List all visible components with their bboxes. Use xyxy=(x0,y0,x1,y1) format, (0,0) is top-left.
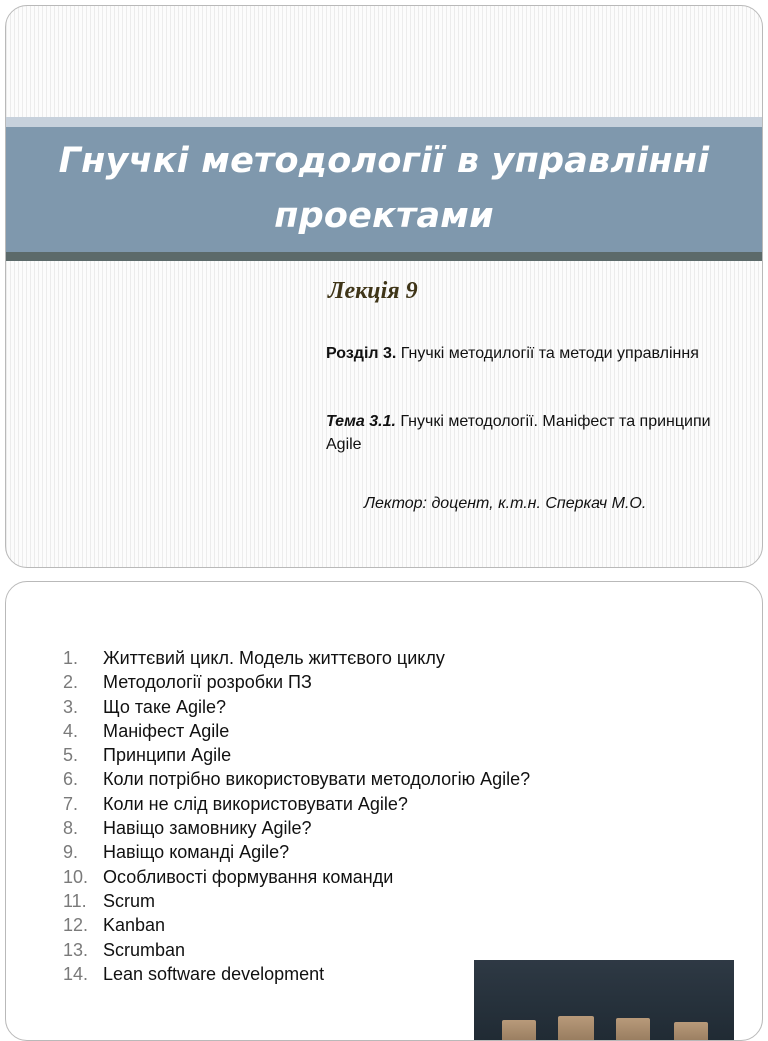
agenda-item-text: Lean software development xyxy=(103,963,325,984)
agenda-item xyxy=(63,695,530,719)
agenda-item xyxy=(63,816,530,840)
agenda-item-number: 5. xyxy=(63,745,79,766)
photo-wooden-block xyxy=(558,1016,594,1041)
lecture-number: Лекція 9 xyxy=(328,278,418,304)
agenda-list xyxy=(63,646,530,986)
agenda-item-number: 8. xyxy=(63,818,79,839)
agenda-item-text: Що таке Agile? xyxy=(103,696,227,717)
agenda-item xyxy=(63,646,530,670)
agenda-item-text: Kanban xyxy=(103,915,166,936)
slide-title: Гнучкі методології в управлінні проектами xyxy=(58,141,710,236)
agenda-item xyxy=(63,719,530,743)
agenda-item-number: 14. xyxy=(63,963,89,984)
section-info xyxy=(326,342,726,365)
topic-label: Тема 3.1. xyxy=(326,413,396,430)
agenda-item-text: Навіщо замовнику Agile? xyxy=(103,818,312,839)
lecturer-info: Лектор: доцент, к.т.н. Сперкач М.О. xyxy=(364,495,647,512)
agenda-item-number: 2. xyxy=(63,672,79,693)
agenda-item xyxy=(63,962,530,986)
agenda-item-text: Маніфест Agile xyxy=(103,720,230,741)
agenda-item xyxy=(63,670,530,694)
agenda-item-text: Навіщо команді Agile? xyxy=(103,842,290,863)
agenda-item xyxy=(63,913,530,937)
agenda-item xyxy=(63,865,530,889)
agenda-item-text: Коли потрібно використовувати методологію Agile? xyxy=(103,769,531,790)
title-band-bottom-stripe xyxy=(6,252,762,261)
agenda-item xyxy=(63,743,530,767)
agenda-item-text: Scrum xyxy=(103,890,156,911)
topic-text: Гнучкі методології. Маніфест та принципи Agile xyxy=(326,413,711,453)
agenda-item-text: Особливості формування команди xyxy=(103,866,394,887)
agenda-slide xyxy=(5,581,763,1041)
agenda-item xyxy=(63,889,530,913)
agenda-item-number: 10. xyxy=(63,866,89,887)
agenda-item xyxy=(63,792,530,816)
agenda-item-number: 11. xyxy=(63,890,87,911)
agenda-item-number: 6. xyxy=(63,769,79,790)
topic-info xyxy=(326,410,726,456)
agenda-item-number: 9. xyxy=(63,842,79,863)
agenda-item-text: Методології розробки ПЗ xyxy=(103,672,312,693)
agenda-item xyxy=(63,767,530,791)
photo-wooden-block xyxy=(616,1018,650,1041)
photo-wooden-block xyxy=(502,1020,536,1041)
agenda-item-text: Коли не слід використовувати Agile? xyxy=(103,793,408,814)
agenda-item-number: 4. xyxy=(63,720,79,741)
agenda-item-number: 13. xyxy=(63,939,89,960)
agenda-item xyxy=(63,938,530,962)
agenda-item xyxy=(63,840,530,864)
section-text: Гнучкі методилогії та методи управління xyxy=(396,345,699,362)
agenda-item-number: 12. xyxy=(63,915,89,936)
photo-wooden-block xyxy=(674,1022,708,1041)
section-label: Розділ 3. xyxy=(326,345,397,362)
agenda-item-number: 1. xyxy=(63,648,79,668)
agenda-item-number: 3. xyxy=(63,696,79,717)
title-slide xyxy=(5,5,763,568)
agenda-item-text: Принципи Agile xyxy=(103,745,232,766)
agenda-item-text: Scrumban xyxy=(103,939,186,960)
agenda-item-number: 7. xyxy=(63,793,79,814)
slide-photo xyxy=(474,960,734,1041)
agenda-item-text: Життєвий цикл. Модель життєвого циклу xyxy=(103,648,445,668)
title-band-top-stripe xyxy=(6,117,762,127)
